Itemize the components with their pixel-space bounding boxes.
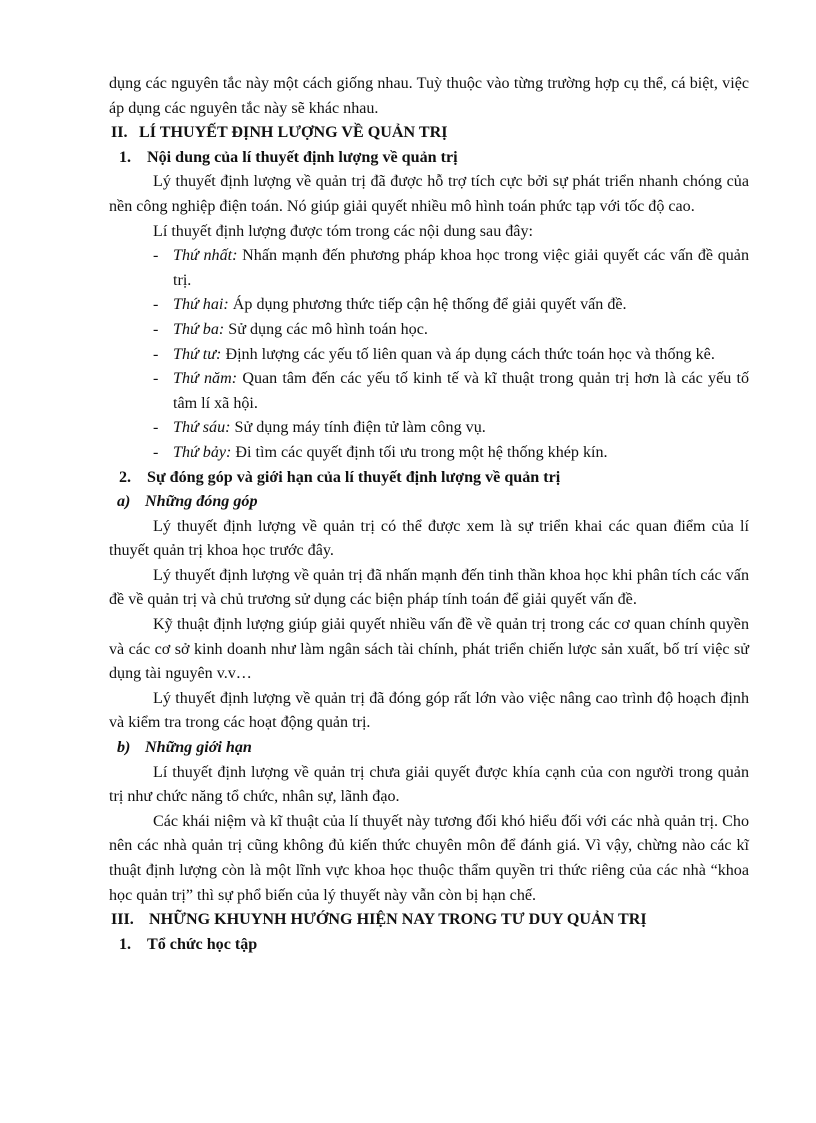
subheading-3 [109,933,749,958]
list-item-label: Thứ sáu: [173,419,231,437]
paragraph: Lý thuyết định lượng về quản trị đã được hỗ trợ tích cực bởi sự phát triển nhanh chóng của nền công nghiệp điện toán. Nó giúp giải quyết nhiều mô hình toán phức tạp với tốc độ cao. [109,173,749,215]
subheading-1 [109,146,749,171]
list-item-label: Thứ bảy: [173,443,232,461]
subheading-title: Sự đóng góp và giới hạn của lí thuyết định lượng về quản trị [147,468,561,486]
paragraph: Lý thuyết định lượng về quản trị đã đóng góp rất lớn vào việc nâng cao trình độ hoạch định và kiểm tra trong các hoạt động quản trị. [109,689,749,732]
list-item-label: Thứ nhất: [173,247,238,265]
list-item-label: Thứ năm: [173,370,238,388]
list-item-label: Thứ tư: [173,345,222,363]
paragraph: Kỹ thuật định lượng giúp giải quyết nhiều vấn đề về quản trị trong các cơ quan chính quyền và các cơ sở kinh doanh như làm ngân sách tài chính, phát triển chiến lược sản xuất, bố trí việc sử dụng tài nguyên v.v… [109,616,749,683]
section-heading-iii [109,908,749,933]
section-title: NHỮNG KHUYNH HƯỚNG HIỆN NAY TRONG TƯ DUY QUẢN TRỊ [149,911,647,929]
list-item [109,367,749,416]
list-item-text [173,293,749,318]
dash-marker: - [153,419,159,437]
intro-paragraph: dụng các nguyên tắc này một cách giống nhau. Tuỳ thuộc vào từng trường hợp cụ thể, cá biệt, việc áp dụng các nguyên tắc này sẽ khác nhau. [109,75,749,117]
subheading-2 [109,466,749,491]
dash-marker: - [153,296,159,314]
section-number: III. [111,911,134,929]
paragraph: Lý thuyết định lượng về quản trị có thể được xem là sự triển khai các quan điểm của lí thuyết quản trị khoa học trước đây. [109,517,749,560]
subheading-number: a) [117,493,131,511]
dash-marker: - [153,370,159,388]
list-item-text [173,441,749,466]
list-item-text [173,318,749,343]
document-page [109,72,749,957]
list-item [109,343,749,368]
subheading-b [109,736,749,761]
list-item-body: Nhấn mạnh đến phương pháp khoa học trong việc giải quyết các vấn đề quản trị. [173,247,749,289]
subheading-title: Tổ chức học tập [147,935,258,953]
list-item-label: Thứ hai: [173,296,229,314]
dash-marker: - [153,247,159,265]
list-item-text [173,367,749,416]
subheading-number: 1. [119,935,132,953]
list-item-text [173,343,749,368]
list-item-text [173,244,749,293]
list-item-body: Áp dụng phương thức tiếp cận hệ thống để giải quyết vấn đề. [228,296,627,314]
list-item-body: Sử dụng máy tính điện tử làm công vụ. [230,419,486,437]
subheading-a [109,490,749,515]
paragraph: Lí thuyết định lượng được tóm trong các nội dung sau đây: [153,222,533,240]
list-item-body: Đi tìm các quyết định tối ưu trong một hệ thống khép kín. [231,443,608,461]
list-item-label: Thứ ba: [173,320,225,338]
section-title: LÍ THUYẾT ĐỊNH LƯỢNG VỀ QUẢN TRỊ [139,124,448,142]
subheading-title: Những đóng góp [145,493,258,511]
list-item [109,244,749,293]
bullet-list [109,244,749,465]
paragraph: Các khái niệm và kĩ thuật của lí thuyết này tương đối khó hiểu đối với các nhà quản trị. Cho nên các nhà quản trị cũng không đủ kiến thức chuyên môn để đánh giá. Vì vậy, chừng nào các kĩ thuật định lượng còn là một lĩnh vực khoa học thuộc thẩm quyền tri thức riêng của các nhà “khoa học quản trị” thì sự phổ biến của lý thuyết này vẫn còn bị hạn chế. [109,812,749,904]
section-number: II. [111,124,128,142]
list-item-body: Sử dụng các mô hình toán học. [224,320,428,338]
list-item [109,416,749,441]
subheading-number: b) [117,739,131,757]
list-item [109,441,749,466]
dash-marker: - [153,345,159,363]
list-item-body: Quan tâm đến các yếu tố kinh tế và kĩ thuật trong quản trị hơn là các yếu tố tâm lí xã hội. [173,370,750,412]
list-item [109,293,749,318]
list-item [109,318,749,343]
subheading-title: Những giới hạn [145,739,252,757]
list-item-body: Định lượng các yếu tố liên quan và áp dụng cách thức toán học và thống kê. [221,345,715,363]
list-item-text [173,416,749,441]
paragraph: Lý thuyết định lượng về quản trị đã nhấn mạnh đến tinh thần khoa học khi phân tích các vấn đề về quản trị và chủ trương sử dụng các biện pháp tính toán để giải quyết vấn đề. [109,566,749,609]
dash-marker: - [153,320,159,338]
dash-marker: - [153,443,159,461]
subheading-title: Nội dung của lí thuyết định lượng về quản trị [147,148,458,166]
paragraph: Lí thuyết định lượng về quản trị chưa giải quyết được khía cạnh của con người trong quản trị như chức năng tổ chức, nhân sự, lãnh đạo. [109,763,749,806]
subheading-number: 2. [119,468,132,486]
section-heading-ii [109,121,749,146]
subheading-number: 1. [119,148,132,166]
